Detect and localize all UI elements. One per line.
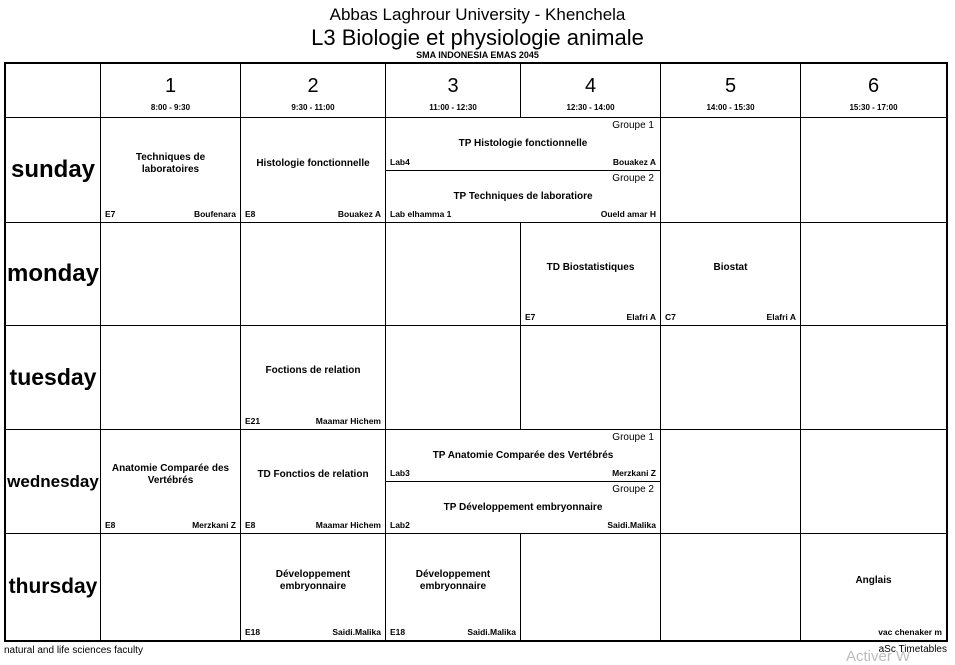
corner-cell: [6, 64, 101, 118]
period-header-3: [386, 64, 521, 118]
period-number: 6: [867, 75, 880, 97]
cell-wednesday-p1: [101, 430, 241, 534]
day-label-monday: monday: [6, 223, 101, 326]
lesson-room: E8: [105, 520, 116, 530]
cell-thursday-p5-empty: [661, 534, 801, 640]
lesson-teacher: Saidi.Malika: [467, 627, 516, 637]
lesson-meta: [241, 209, 385, 222]
period-time: 9:30 - 11:00: [291, 103, 335, 112]
cell-thursday-p4-empty: [521, 534, 661, 640]
cell-tuesday-p6-empty: [801, 326, 946, 430]
lesson-title: TD Biostatistiques: [546, 261, 635, 273]
period-time: 11:00 - 12:30: [429, 103, 477, 112]
lesson-title: TP Histologie fonctionnelle: [458, 138, 588, 150]
cell-thursday-p3: [386, 534, 521, 640]
lesson-room: Lab4: [390, 156, 410, 167]
lesson-teacher: Saidi.Malika: [607, 520, 656, 530]
lesson-room: Lab2: [390, 520, 410, 530]
period-header-2: [241, 64, 386, 118]
lesson-meta: [386, 209, 660, 222]
page-title: L3 Biologie et physiologie animale: [311, 25, 644, 50]
cell-monday-p4: [521, 223, 661, 326]
cell-monday-p3-empty: [386, 223, 521, 326]
day-label-wednesday: wednesday: [6, 430, 101, 534]
cell-wednesday-p2: [241, 430, 386, 534]
header-titles: [0, 0, 955, 61]
lesson-title: Foctions de relation: [265, 365, 361, 376]
period-number: 2: [307, 75, 319, 97]
cell-thursday-p2: [241, 534, 386, 640]
lesson-room: E7: [525, 312, 536, 322]
lesson-meta: [386, 468, 660, 481]
lesson-room: Lab3: [390, 468, 410, 478]
cell-sunday-p5-empty: [661, 118, 801, 223]
lesson-meta: [386, 627, 520, 640]
group-label: Groupe 2: [612, 172, 654, 184]
cell-tuesday-p4-empty: [521, 326, 661, 430]
lesson-teacher: Maamar Hichem: [315, 416, 381, 426]
cell-sunday-p2: [241, 118, 386, 223]
activate-windows-watermark: Activer W: [846, 648, 911, 665]
cell-tuesday-p3-empty: [386, 326, 521, 430]
lesson-meta: [661, 312, 800, 325]
period-header-1: [101, 64, 241, 118]
lesson-room: E18: [390, 627, 406, 637]
cell-monday-p1-empty: [101, 223, 241, 326]
day-label-tuesday: tuesday: [6, 326, 101, 430]
lesson-teacher: vac chenaker m: [878, 627, 942, 637]
lesson-title: TP Techniques de laboratiore: [453, 190, 593, 202]
lesson-room: E8: [245, 209, 256, 219]
group-label: Groupe 1: [612, 120, 654, 131]
lesson-room: E7: [105, 209, 116, 219]
lesson-meta: [386, 157, 660, 170]
lesson-title: Anglais: [855, 574, 892, 586]
lesson-teacher: Oueld amar H: [600, 209, 656, 219]
lesson-room: Lab elhamma 1: [390, 209, 452, 219]
lesson-title: TP Développement embryonnaire: [443, 502, 603, 513]
lesson-meta: [241, 416, 385, 429]
period-time: 14:00 - 15:30: [706, 103, 755, 112]
faculty-footer-text: natural and life sciences faculty: [4, 645, 143, 656]
cell-wednesday-p6-empty: [801, 430, 946, 534]
cell-wednesday-p5-empty: [661, 430, 801, 534]
lesson-title: Biostat: [713, 261, 748, 273]
cell-tuesday-p1-empty: [101, 326, 241, 430]
lesson-title: Anatomie Comparée des Vertébrés: [111, 463, 230, 486]
cell-tuesday-p5-empty: [661, 326, 801, 430]
day-label-thursday: thursday: [6, 534, 101, 640]
timetable-grid: [4, 62, 948, 642]
lesson-room: C7: [665, 312, 676, 322]
day-label-sunday: sunday: [6, 118, 101, 223]
lesson-teacher: Elafri A: [766, 312, 796, 322]
lesson-teacher: Bouakez A: [337, 209, 381, 219]
lesson-meta: [241, 627, 385, 640]
subtitle: SMA INDONESIA EMAS 2045: [416, 50, 539, 60]
period-number: 3: [447, 75, 459, 97]
lesson-teacher: Boufenara: [193, 209, 236, 219]
period-time: 12:30 - 14:00: [566, 103, 615, 112]
university-title: Abbas Laghrour University - Khenchela: [329, 5, 626, 24]
period-number: 5: [724, 75, 737, 97]
lesson-room: E8: [245, 520, 256, 530]
cell-thursday-p6: [801, 534, 946, 640]
group-lesson-1: [386, 430, 660, 482]
lesson-title: Développement embryonnaire: [275, 568, 351, 592]
cell-sunday-p3-p4: [386, 118, 661, 223]
period-number: 4: [584, 75, 597, 97]
cell-monday-p5: [661, 223, 801, 326]
lesson-title: Techniques de laboratoires: [135, 151, 206, 175]
asc-timetables-footer-text: aSc Timetables: [878, 644, 947, 655]
lesson-title: Histologie fonctionnelle: [256, 157, 370, 169]
lesson-meta: [241, 520, 385, 533]
lesson-title: TP Anatomie Comparée des Vertébrés: [432, 450, 614, 461]
period-header-6: [801, 64, 946, 118]
lesson-meta: [386, 520, 660, 533]
lesson-meta: [101, 520, 240, 533]
period-header-4: [521, 64, 661, 118]
group-label: Groupe 2: [612, 484, 654, 495]
cell-monday-p2-empty: [241, 223, 386, 326]
lesson-title: Développement embryonnaire: [415, 568, 491, 592]
group-lesson-2: [386, 482, 660, 533]
lesson-meta: [101, 209, 240, 222]
cell-tuesday-p2: [241, 326, 386, 430]
lesson-teacher: Merzkani Z: [612, 468, 656, 478]
period-number: 1: [164, 75, 177, 97]
lesson-teacher: Bouakez A: [612, 156, 656, 167]
lesson-title: TD Fonctios de relation: [257, 469, 369, 480]
cell-thursday-p1-empty: [101, 534, 241, 640]
cell-sunday-p6-empty: [801, 118, 946, 223]
lesson-teacher: Saidi.Malika: [332, 627, 381, 637]
lesson-teacher: Merzkani Z: [192, 520, 236, 530]
cell-monday-p6-empty: [801, 223, 946, 326]
period-time: 8:00 - 9:30: [150, 103, 191, 112]
group-label: Groupe 1: [612, 432, 654, 443]
group-lesson-2: [386, 171, 660, 223]
period-time: 15:30 - 17:00: [849, 103, 898, 112]
lesson-room: E18: [245, 627, 261, 637]
lesson-teacher: Elafri A: [626, 312, 656, 322]
lesson-meta: [801, 627, 946, 640]
cell-wednesday-p3-p4: [386, 430, 661, 534]
lesson-meta: [521, 312, 660, 325]
period-header-5: [661, 64, 801, 118]
group-lesson-1: [386, 118, 660, 171]
lesson-room: E21: [245, 416, 261, 426]
cell-sunday-p1: [101, 118, 241, 223]
lesson-teacher: Maamar Hichem: [315, 520, 381, 530]
